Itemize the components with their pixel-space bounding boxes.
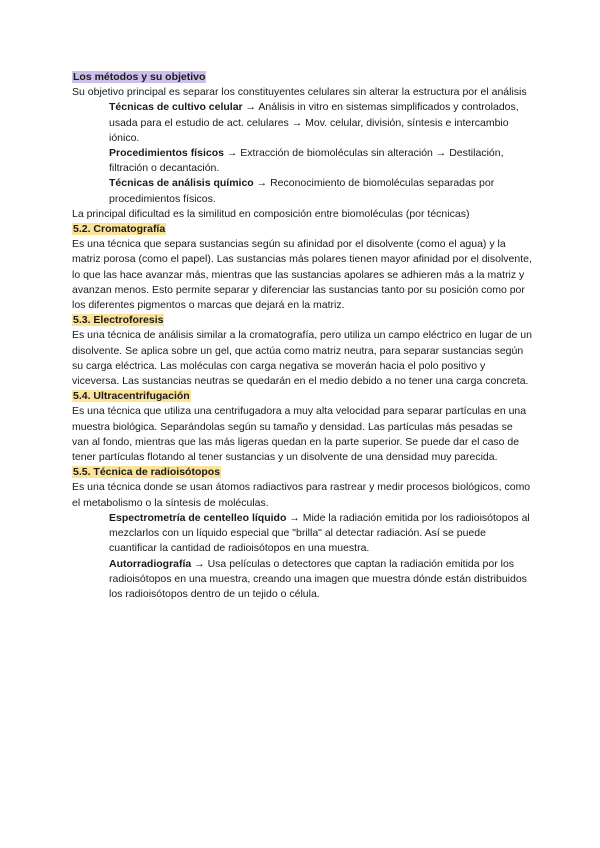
section-heading-cromatografia (72, 222, 532, 237)
section-heading-methods (72, 70, 532, 85)
list-item-term: Técnicas de análisis químico (109, 177, 254, 190)
section-body-cromatografia: Es una técnica que separa sustancias según su afinidad por el disolvente (como el agua) y la matriz porosa (como el papel). Las sustancias más polares tienen mayor afinidad por el disolvente, lo que las hace avanzar más, mientras que las sustancias apolares se adhieren más a la matriz y avanzan menos. Esto permite separar y diferenciar las sustancias tanto por su posición como por los diferentes pigmentos o marcas que dejará en la matriz. (72, 238, 532, 312)
section-body-electroforesis: Es una técnica de análisis similar a la cromatografía, pero utiliza un campo eléctrico en lugar de un disolvente. Se aplica sobre un gel, que actúa como matriz neutra, para separar sustancias según su carga eléctrica. Las moléculas con carga negativa se moverán hacia el polo positivo y viceversa. Las sustancias neutras se quedarán en el medio debido a no tener una carga concreta. (72, 329, 532, 388)
heading-text: 5.5. Técnica de radioisótopos (73, 466, 221, 479)
list-item (109, 511, 532, 557)
list-item-term: Autorradiografía (109, 557, 192, 570)
heading-text: 5.3. Electroforesis (73, 314, 164, 327)
section-heading-radioisotopos (72, 465, 532, 480)
list-item-text: → Extracción de biomoléculas sin alteración → Destilación, filtración o decantación. (109, 147, 504, 175)
methods-list (72, 100, 532, 206)
radioisotopos-list (72, 511, 532, 602)
section-heading-electroforesis (72, 313, 532, 328)
heading-text: 5.4. Ultracentrifugación (73, 390, 190, 403)
list-item-text: → Análisis in vitro en sistemas simplificados y controlados, usada para el estudio de act. celulares → Mov. celular, división, síntesis e intercambio iónico. (109, 101, 519, 144)
list-item (109, 100, 532, 146)
document-page (72, 70, 532, 602)
list-item-term: Procedimientos físicos (109, 147, 224, 160)
section-body-ultracentrifugacion: Es una técnica que utiliza una centrifugadora a muy alta velocidad para separar partículas en una muestra biológica. Separándolas según su tamaño y densidad. Las partículas más pesadas se van al fondo, mientras que las más ligeras quedan en la parte superior. Se puede dar el caso de tener partículas flotando al tener sustancias y un disolvente de una densidad muy parecida. (72, 405, 527, 464)
heading-text: Los métodos y su objetivo (73, 71, 206, 83)
list-item-term: Técnicas de cultivo celular (109, 101, 243, 114)
heading-text: 5.2. Cromatografía (73, 223, 166, 236)
section-heading-ultracentrifugacion (72, 389, 532, 404)
list-item-term: Espectrometría de centelleo líquido (109, 511, 287, 524)
list-item-text: → Reconocimiento de biomoléculas separadas por procedimientos físicos. (109, 177, 495, 205)
list-item-text: → Mide la radiación emitida por los radioisótopos al mezclarlos con un líquido especial que "brilla" al detectar radiación. Así se puede cuantificar la cantidad de radioisótopos en una muestra. (109, 511, 530, 555)
section-closing: La principal dificultad es la similitud en composición entre biomoléculas (por técnicas) (72, 207, 470, 220)
section-body-radioisotopos: Es una técnica donde se usan átomos radiactivos para rastrear y medir procesos biológicos, como el metabolismo o la síntesis de moléculas. (72, 481, 531, 509)
list-item-text: → Usa películas o detectores que captan la radiación emitida por los radioisótopos en una muestra, creando una imagen que muestra dónde están distribuidos los radioisótopos dentro de un tejido o célula. (109, 557, 527, 600)
list-item (109, 557, 532, 603)
section-intro: Su objetivo principal es separar los constituyentes celulares sin alterar la estructura por el análisis (72, 86, 527, 99)
list-item (109, 176, 532, 206)
list-item (109, 146, 532, 176)
